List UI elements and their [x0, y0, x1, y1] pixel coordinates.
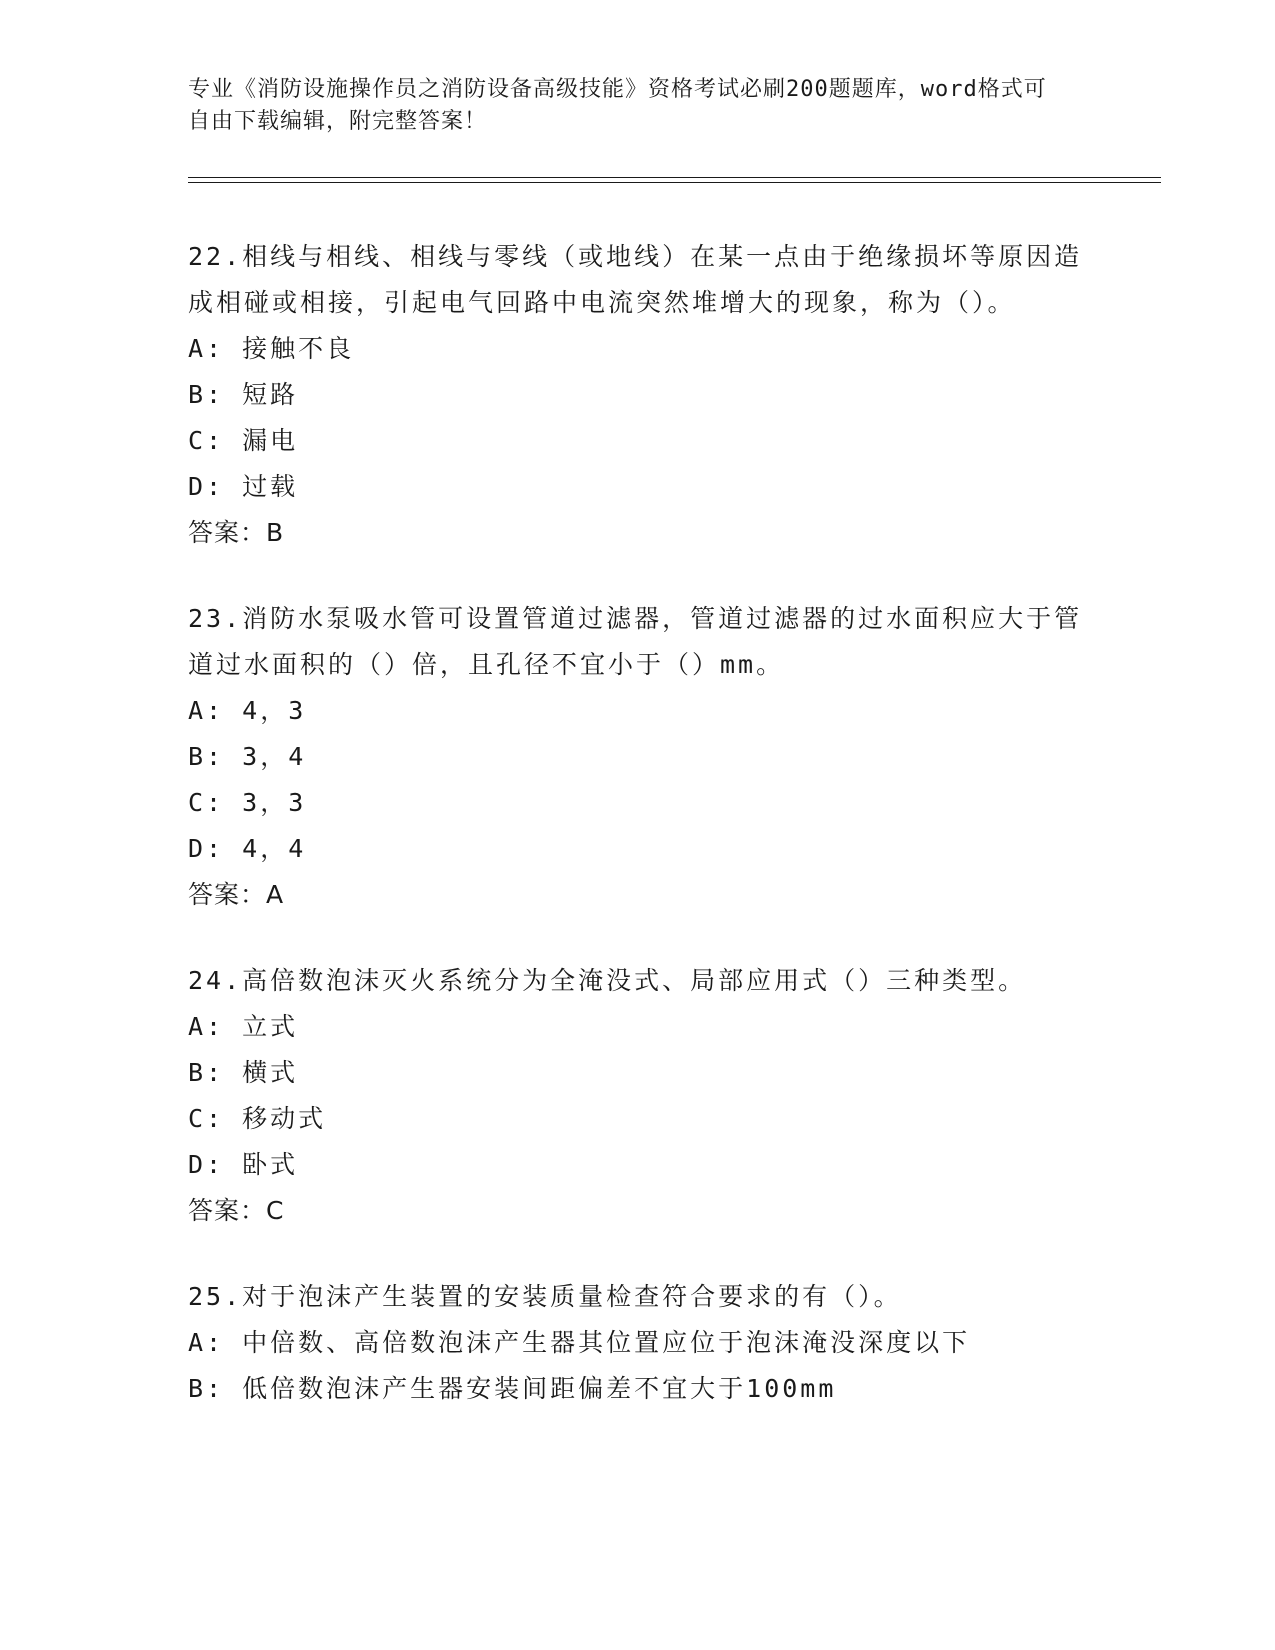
answer-line: 答案：C — [188, 1196, 285, 1225]
question-22 — [188, 234, 1088, 556]
document-header: 专业《消防设施操作员之消防设备高级技能》资格考试必刷200题题库，word格式可自由下载编辑，附完整答案！ — [188, 77, 1047, 134]
option-b: B: 横式 — [188, 1058, 299, 1087]
question-23 — [188, 596, 1088, 918]
option-b: B: 短路 — [188, 380, 299, 409]
option-c: C: 移动式 — [188, 1104, 327, 1133]
question-stem: 25.对于泡沫产生装置的安装质量检查符合要求的有（）。 — [188, 1282, 902, 1311]
option-a: A: 中倍数、高倍数泡沫产生器其位置应位于泡沫淹没深度以下 — [188, 1328, 971, 1357]
question-stem: 24.高倍数泡沫灭火系统分为全淹没式、局部应用式（）三种类型。 — [188, 966, 1027, 995]
question-stem: 23.消防水泵吸水管可设置管道过滤器，管道过滤器的过水面积应大于管道过水面积的（）倍，且孔径不宜小于（）mm。 — [188, 604, 1083, 679]
question-24 — [188, 958, 1088, 1234]
header-divider-bottom — [188, 182, 1161, 183]
option-d: D: 卧式 — [188, 1150, 299, 1179]
option-b: B: 低倍数泡沫产生器安装间距偏差不宜大于100mm — [188, 1374, 837, 1403]
question-stem: 22.相线与相线、相线与零线（或地线）在某一点由于绝缘损坏等原因造成相碰或相接，引起电气回路中电流突然堆增大的现象，称为（）。 — [188, 242, 1083, 317]
option-a: A: 立式 — [188, 1012, 299, 1041]
answer-line: 答案：B — [188, 518, 285, 547]
option-a: A: 接触不良 — [188, 334, 355, 363]
option-b: B: 3，4 — [188, 742, 307, 771]
option-d: D: 过载 — [188, 472, 299, 501]
option-c: C: 3，3 — [188, 788, 307, 817]
question-25 — [188, 1274, 1088, 1412]
question-list — [188, 234, 1088, 1452]
header-divider-top — [188, 177, 1161, 178]
answer-line: 答案：A — [188, 880, 285, 909]
option-c: C: 漏电 — [188, 426, 299, 455]
option-d: D: 4，4 — [188, 834, 307, 863]
option-a: A: 4，3 — [188, 696, 307, 725]
